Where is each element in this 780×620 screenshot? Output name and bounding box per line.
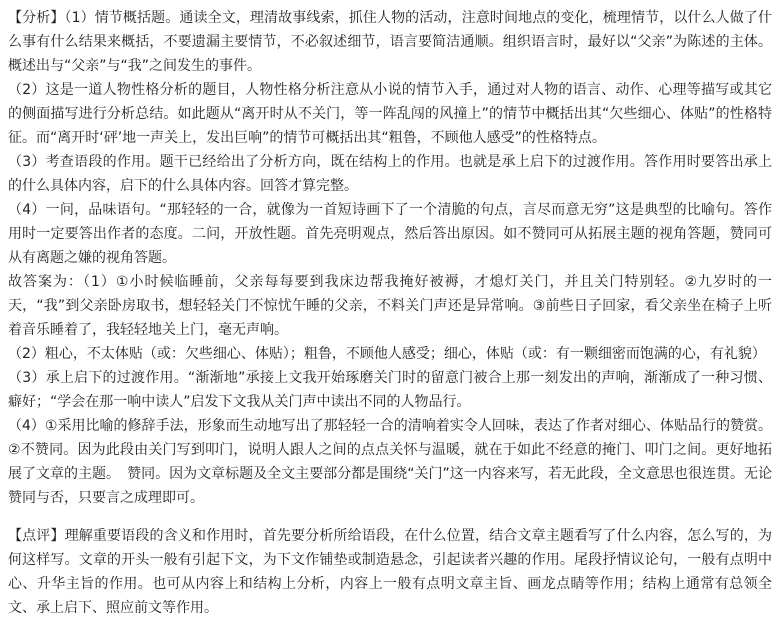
answer-paragraph-3: （3）承上启下的过渡作用。“渐渐地”承接上文我开始琢磨关门时的留意门被合上那一刻发出的声响，渐渐成了一种习惯、癖好；“学会在那一响中读人”启发下文我从关门声中读出不同的人物品行。 (8, 370, 772, 410)
answer-paragraph-1: 故答案为：（1）①小时候临睡前，父亲每每要到我床边帮我掩好被褥，才熄灯关门，并且关门特别轻。②九岁时的一天，“我”到父亲卧房取书，想轻轻关门不惊忧午睡的父亲，不料关门声还是异常响。③前些日子回家，看父亲坐在椅子上听着音乐睡着了，我轻轻地关上门，毫无声响。 (8, 274, 772, 338)
section-gap (8, 510, 772, 524)
analysis-paragraph-4: （4）一问，品味语句。“那轻轻的一合，就像为一首短诗画下了一个清脆的句点，言尽而意无穷”这是典型的比喻句。答作用时一定要答出作者的态度。二问，开放性题。首先亮明观点，然后答出原因。如不赞同可从拓展主题的视角答题，赞同可从有离题之嫌的视角答题。 (8, 202, 772, 266)
answer-paragraph-4: （4）①采用比喻的修辞手法，形象而生动地写出了那轻轻一合的清响着实令人回味，表达了作者对细心、体贴品行的赞赏。②不赞同。因为此段由关门写到叩门，说明人跟人之间的点点关怀与温暖，就在于如此不经意的掩门、叩门之间。更好地拓展了文章的主题。 赞同。因为文章标题及全文主要部分都是围绕“关门”这一内容来写，若无此段，全文意思也很连贯。无论赞同与否，只要言之成理即可。 (8, 418, 772, 506)
comment-paragraph: 【点评】理解重要语段的含义和作用时，首先要分析所给语段，在什么位置，结合文章主题看写了什么内容，怎么写的，为何这样写。文章的开头一般有引起下文，为下文作铺垫或制造悬念，引起读者兴趣的作用。尾段抒情议论句，一般有点明中心、升华主旨的作用。也可从内容上和结构上分析，内容上一般有点明文章主旨、画龙点睛等作用；结构上通常有总领全文、承上启下、照应前文等作用。 (8, 528, 772, 616)
analysis-paragraph-2: （2）这是一道人物性格分析的题目，人物性格分析注意从小说的情节入手，通过对人物的语言、动作、心理等描写或其它的侧面描写进行分析总结。如此题从“离开时从不关门，等一阵乱闯的风撞上”的情节中概括出其“欠些细心、体贴”的性格特征。而“离开时‘砰’地一声关上，发出巨响”的情节可概括出其“粗鲁，不顾他人感受”的性格特点。 (8, 82, 772, 146)
answer-paragraph-2: （2）粗心，不太体贴（或：欠些细心、体贴）；粗鲁，不顾他人感受；细心，体贴（或：有一颗细密而饱满的心，有礼貌） (8, 346, 766, 362)
analysis-paragraph-3: （3）考查语段的作用。题干已经给出了分析方向，既在结构上的作用。也就是承上启下的过渡作用。答作用时要答出承上的什么具体内容，启下的什么具体内容。回答才算完整。 (8, 154, 772, 194)
analysis-paragraph-1: 【分析】（1）情节概括题。通读全文，理清故事线索，抓住人物的活动，注意时间地点的变化，梳理情节，以什么人做了什么事有什么结果来概括，不要遗漏主要情节，不必叙述细节，语言要简洁通顺。组织语言时，最好以“父亲”为陈述的主体。概述出与“父亲”与“我”之间发生的事件。 (8, 10, 772, 74)
